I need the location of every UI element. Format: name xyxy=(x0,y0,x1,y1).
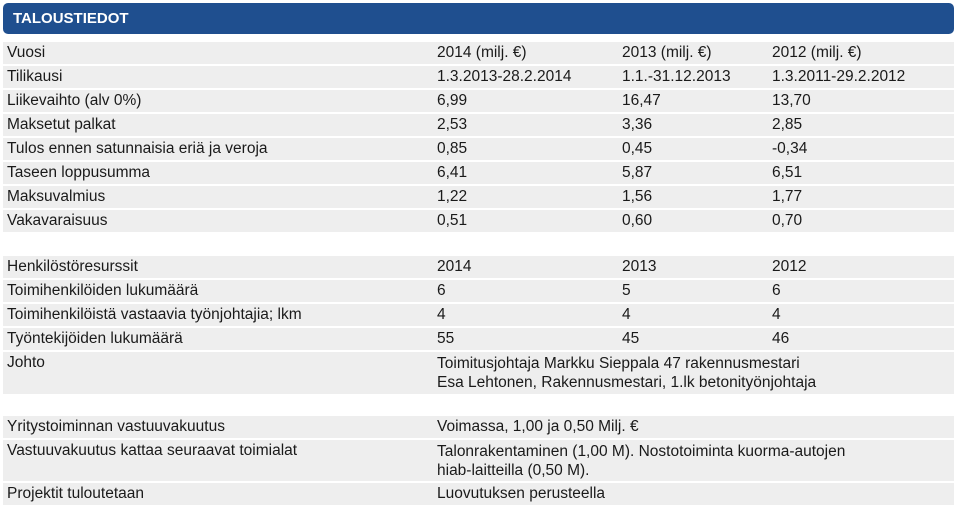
table-row xyxy=(3,304,954,326)
management-row xyxy=(3,352,954,394)
table-row xyxy=(3,90,954,112)
table-row xyxy=(3,210,954,232)
row-label: Liikevaihto (alv 0%) xyxy=(7,92,142,109)
value-2012: -0,34 xyxy=(772,140,808,157)
value-2014: 1,22 xyxy=(437,188,468,205)
finance-table xyxy=(3,42,954,234)
insurance-table xyxy=(3,416,954,507)
row-label: Yritystoiminnan vastuuvakuutus xyxy=(7,418,225,435)
management-line: Toimitusjohtaja Markku Sieppala 47 rakennusmestari xyxy=(437,355,800,372)
value-2012: 2012 xyxy=(772,258,807,275)
value-2013: 3,36 xyxy=(622,116,653,133)
value-2014: 6,41 xyxy=(437,164,468,181)
table-row xyxy=(3,162,954,184)
table-row xyxy=(3,280,954,302)
value-2012: 2012 (milj. €) xyxy=(772,44,862,61)
value-2013: 4 xyxy=(622,306,631,323)
row-label: Tilikausi xyxy=(7,68,63,85)
value-2014: 1.3.2013-28.2.2014 xyxy=(437,68,572,85)
value-2012: 2,85 xyxy=(772,116,803,133)
row-label: Taseen loppusumma xyxy=(7,164,151,181)
table-row xyxy=(3,416,954,438)
value-2012: 13,70 xyxy=(772,92,811,109)
management-line: Esa Lehtonen, Rakennusmestari, 1.lk betonityönjohtaja xyxy=(437,374,817,391)
table-row xyxy=(3,186,954,208)
value-2013: 1.1.-31.12.2013 xyxy=(622,68,731,85)
row-label: Maksetut palkat xyxy=(7,116,116,133)
value-2014: 6 xyxy=(437,282,446,299)
management-value xyxy=(433,352,954,393)
row-label: Tulos ennen satunnaisia eriä ja veroja xyxy=(7,140,268,157)
row-label: Maksuvalmius xyxy=(7,188,106,205)
row-value xyxy=(433,440,954,481)
value-2012: 6 xyxy=(772,282,781,299)
value-2012: 0,70 xyxy=(772,212,803,229)
value-2014: 0,51 xyxy=(437,212,468,229)
table-row xyxy=(3,138,954,160)
value-2012: 1,77 xyxy=(772,188,803,205)
value-2012: 1.3.2011-29.2.2012 xyxy=(772,68,906,85)
value-2012: 4 xyxy=(772,306,781,323)
row-label: Toimihenkilöiden lukumäärä xyxy=(7,282,199,299)
value-2013: 5,87 xyxy=(622,164,653,181)
value-2012: 46 xyxy=(772,330,790,347)
value-line: Talonrakentaminen (1,00 M). Nostotoiminta kuorma-autojen xyxy=(437,443,846,460)
value-2013: 0,60 xyxy=(622,212,653,229)
section-title: TALOUSTIEDOT xyxy=(13,10,129,27)
value-2014: 55 xyxy=(437,330,455,347)
value-2014: 2014 xyxy=(437,258,472,275)
value-2013: 1,56 xyxy=(622,188,653,205)
table-row xyxy=(3,66,954,88)
section-header xyxy=(3,3,954,34)
personnel-table xyxy=(3,256,954,396)
row-label: Johto xyxy=(7,354,45,371)
row-label: Vastuuvakuutus kattaa seuraavat toimialat xyxy=(7,442,298,459)
row-value: Voimassa, 1,00 ja 0,50 Milj. € xyxy=(437,418,639,435)
value-2013: 2013 xyxy=(622,258,657,275)
table-row xyxy=(3,256,954,278)
row-label: Toimihenkilöistä vastaavia työnjohtajia; lkm xyxy=(7,306,302,323)
value-2012: 6,51 xyxy=(772,164,803,181)
table-row xyxy=(3,328,954,350)
row-value: Luovutuksen perusteella xyxy=(437,485,606,502)
value-2013: 2013 (milj. €) xyxy=(622,44,712,61)
row-label: Työntekijöiden lukumäärä xyxy=(7,330,183,347)
value-2014: 2014 (milj. €) xyxy=(437,44,527,61)
value-2014: 4 xyxy=(437,306,446,323)
row-label: Projektit tuloutetaan xyxy=(7,485,145,502)
value-2014: 0,85 xyxy=(437,140,468,157)
table-row xyxy=(3,42,954,64)
value-2014: 2,53 xyxy=(437,116,468,133)
value-2013: 5 xyxy=(622,282,631,299)
value-2014: 6,99 xyxy=(437,92,468,109)
value-2013: 16,47 xyxy=(622,92,661,109)
table-row xyxy=(3,483,954,505)
value-2013: 0,45 xyxy=(622,140,653,157)
table-row xyxy=(3,114,954,136)
table-row xyxy=(3,440,954,481)
row-label: Vakavaraisuus xyxy=(7,212,108,229)
row-label: Henkilöstöresurssit xyxy=(7,258,138,275)
row-label: Vuosi xyxy=(7,44,46,61)
value-line: hiab-laitteilla (0,50 M). xyxy=(437,462,590,479)
value-2013: 45 xyxy=(622,330,640,347)
